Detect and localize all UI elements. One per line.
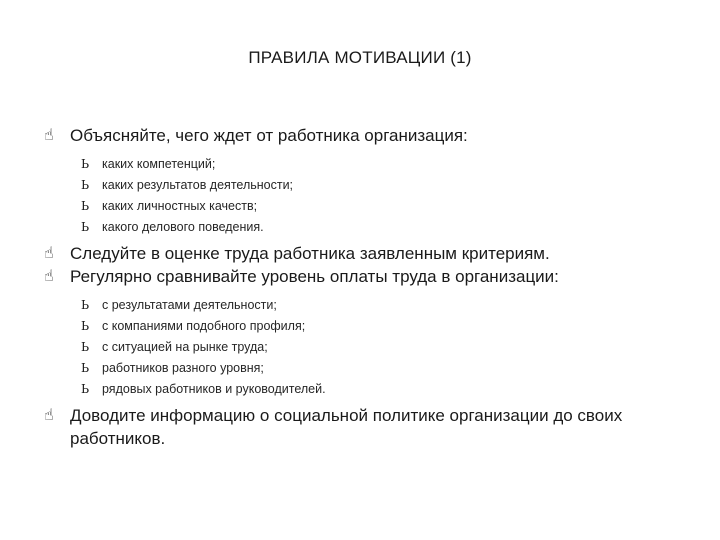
sub-list-item bbox=[44, 316, 684, 337]
sub-list-marker: Ь bbox=[81, 220, 90, 234]
bullet-text: Доводите информацию о социальной политике организации до своих работников. bbox=[70, 406, 623, 448]
sub-list-text: с компаниями подобного профиля; bbox=[102, 319, 306, 333]
sub-list-text: каких личностных качеств; bbox=[102, 199, 258, 213]
sub-list-text: с ситуацией на рынке труда; bbox=[102, 340, 268, 354]
sub-list-marker: Ь bbox=[81, 178, 90, 192]
bullet-text: Следуйте в оценке труда работника заявленным критериям. bbox=[70, 244, 550, 263]
sub-list-item bbox=[44, 154, 684, 175]
hand-pointer-icon: ☝ bbox=[44, 407, 54, 424]
sub-list-text: работников разного уровня; bbox=[102, 361, 264, 375]
sub-list-item bbox=[44, 379, 684, 400]
sub-list-text: каких компетенций; bbox=[102, 157, 216, 171]
sub-list-text: какого делового поведения. bbox=[102, 220, 264, 234]
sub-list-marker: Ь bbox=[81, 157, 90, 171]
sub-list-text: каких результатов деятельности; bbox=[102, 178, 294, 192]
sub-list-item bbox=[44, 295, 684, 316]
sub-list-item bbox=[44, 196, 684, 217]
sub-list-marker: Ь bbox=[81, 382, 90, 396]
sub-list bbox=[44, 154, 684, 238]
sub-list-marker: Ь bbox=[81, 340, 90, 354]
sub-list-text: рядовых работников и руководителей. bbox=[102, 382, 326, 396]
hand-pointer-icon: ☝ bbox=[44, 127, 54, 144]
sub-list-item bbox=[44, 175, 684, 196]
bullet-text: Регулярно сравнивайте уровень оплаты труда в организации: bbox=[70, 267, 559, 286]
hand-pointer-icon: ☝ bbox=[44, 245, 54, 262]
sub-list-marker: Ь bbox=[81, 319, 90, 333]
bullet-item bbox=[44, 265, 684, 288]
sub-list-marker: Ь bbox=[81, 298, 90, 312]
slide-title: ПРАВИЛА МОТИВАЦИИ (1) bbox=[248, 48, 472, 67]
sub-list-marker: Ь bbox=[81, 199, 90, 213]
bullet-item bbox=[44, 242, 684, 265]
hand-pointer-icon: ☝ bbox=[44, 268, 54, 285]
sub-list-item bbox=[44, 358, 684, 379]
bullet-item bbox=[44, 404, 684, 450]
sub-list-marker: Ь bbox=[81, 361, 90, 375]
sub-list-item bbox=[44, 217, 684, 238]
sub-list-text: с результатами деятельности; bbox=[102, 298, 277, 312]
sub-list-item bbox=[44, 337, 684, 358]
bullet-text: Объясняйте, чего ждет от работника организация: bbox=[70, 126, 468, 145]
sub-list bbox=[44, 295, 684, 400]
slide-content bbox=[44, 124, 684, 450]
bullet-item bbox=[44, 124, 684, 147]
